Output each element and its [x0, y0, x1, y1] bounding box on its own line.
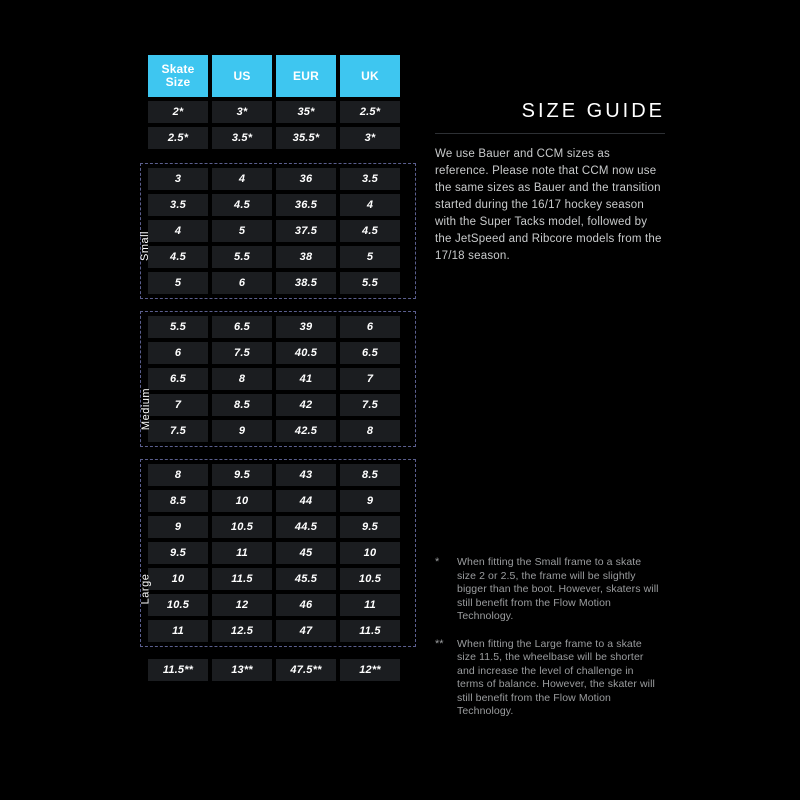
cell-skate-size: 3: [148, 168, 208, 190]
cell-us: 4.5: [212, 194, 272, 216]
table-row: [148, 168, 412, 190]
cell-eur: 42: [276, 394, 336, 416]
table-row: [148, 220, 412, 242]
size-table: [148, 55, 412, 685]
table-row: [148, 272, 412, 294]
cell-skate-size: 9.5: [148, 542, 208, 564]
cell-eur: 46: [276, 594, 336, 616]
cell-uk: 4: [340, 194, 400, 216]
footnote-text: When fitting the Small frame to a skate size 2 or 2.5, the frame will be slightly bigger than the boot. However, skaters will still benefit from the Flow Motion Technology.: [457, 556, 659, 622]
cell-skate-size: 5: [148, 272, 208, 294]
cell-eur: 47: [276, 620, 336, 642]
footnote-double-star: [435, 638, 660, 719]
group-label-small: Small: [139, 230, 152, 262]
table-row: [148, 368, 412, 390]
guide-body-text: We use Bauer and CCM sizes as reference. Please note that CCM now use the same sizes as Bauer and the transition started during the 16/17 hockey season with the Super Tacks model, followed by the JetSpeed and Ribcore models from the 17/18 season.: [435, 148, 662, 262]
cell-uk: 11: [340, 594, 400, 616]
footnote-single-star: [435, 556, 660, 624]
cell-us: 9.5: [212, 464, 272, 486]
cell-us: 4: [212, 168, 272, 190]
cell-uk: 3*: [340, 127, 400, 149]
cell-skate-size: 5.5: [148, 316, 208, 338]
cell-us: 5.5: [212, 246, 272, 268]
cell-us: 3.5*: [212, 127, 272, 149]
cell-uk: 8: [340, 420, 400, 442]
group-small: [148, 163, 412, 299]
table-row: [148, 246, 412, 268]
header-line-1: EUR: [293, 68, 319, 83]
cell-uk: 7.5: [340, 394, 400, 416]
table-row: [148, 420, 412, 442]
cell-us: 7.5: [212, 342, 272, 364]
cell-eur: 42.5: [276, 420, 336, 442]
cell-eur: 36: [276, 168, 336, 190]
cell-skate-size: 4.5: [148, 246, 208, 268]
cell-us: 11.5: [212, 568, 272, 590]
table-row: [148, 394, 412, 416]
group-medium: [148, 311, 412, 447]
table-row: [148, 490, 412, 512]
cell-uk: 6: [340, 316, 400, 338]
header-line-1: UK: [361, 68, 379, 83]
cell-eur: 37.5: [276, 220, 336, 242]
table-header-cell-eur: [276, 55, 336, 97]
cell-eur: 45: [276, 542, 336, 564]
cell-us: 10.5: [212, 516, 272, 538]
table-row: [148, 542, 412, 564]
cell-uk: 5: [340, 246, 400, 268]
cell-us: 11: [212, 542, 272, 564]
table-row: [148, 568, 412, 590]
cell-skate-size: 2*: [148, 101, 208, 123]
cell-us: 8.5: [212, 394, 272, 416]
cell-uk: 9: [340, 490, 400, 512]
cell-eur: 47.5**: [276, 659, 336, 681]
cell-skate-size: 7: [148, 394, 208, 416]
cell-eur: 45.5: [276, 568, 336, 590]
cell-uk: 5.5: [340, 272, 400, 294]
cell-eur: 35*: [276, 101, 336, 123]
cell-eur: 35.5*: [276, 127, 336, 149]
cell-eur: 38.5: [276, 272, 336, 294]
cell-skate-size: 6.5: [148, 368, 208, 390]
table-row: [148, 464, 412, 486]
cell-eur: 43: [276, 464, 336, 486]
header-line-1: US: [233, 68, 251, 83]
cell-skate-size: 2.5*: [148, 127, 208, 149]
cell-skate-size: 11.5**: [148, 659, 208, 681]
cell-us: 8: [212, 368, 272, 390]
footnote-text: When fitting the Large frame to a skate size 11.5, the wheelbase will be shorter and increase the level of challenge in terms of balance. However, the skater will still benefit from the Flow Motion Technology.: [457, 637, 655, 717]
group-label-large: Large: [139, 573, 152, 605]
cell-us: 12: [212, 594, 272, 616]
cell-uk: 2.5*: [340, 101, 400, 123]
cell-skate-size: 4: [148, 220, 208, 242]
footnotes: [435, 556, 660, 733]
table-row: [148, 659, 412, 681]
group-large: [148, 459, 412, 647]
cell-skate-size: 8: [148, 464, 208, 486]
cell-eur: 40.5: [276, 342, 336, 364]
table-header-cell-skate-size: [148, 55, 208, 97]
cell-us: 6: [212, 272, 272, 294]
cell-skate-size: 9: [148, 516, 208, 538]
table-row: [148, 620, 412, 642]
cell-uk: 9.5: [340, 516, 400, 538]
cell-skate-size: 10.5: [148, 594, 208, 616]
cell-us: 5: [212, 220, 272, 242]
cell-eur: 41: [276, 368, 336, 390]
cell-us: 9: [212, 420, 272, 442]
table-row: [148, 101, 412, 123]
page-title: SIZE GUIDE: [521, 100, 665, 122]
cell-us: 13**: [212, 659, 272, 681]
cell-uk: 8.5: [340, 464, 400, 486]
cell-eur: 39: [276, 316, 336, 338]
footnote-marker: **: [435, 637, 444, 650]
table-row: [148, 316, 412, 338]
table-row: [148, 594, 412, 616]
cell-uk: 4.5: [340, 220, 400, 242]
table-row: [148, 127, 412, 149]
header-line-2: Size: [165, 75, 191, 89]
cell-eur: 36.5: [276, 194, 336, 216]
cell-skate-size: 7.5: [148, 420, 208, 442]
cell-uk: 7: [340, 368, 400, 390]
footnote-marker: *: [435, 556, 440, 568]
cell-skate-size: 11: [148, 620, 208, 642]
group-label-medium: Medium: [140, 387, 153, 431]
table-header-cell-uk: [340, 55, 400, 97]
cell-skate-size: 8.5: [148, 490, 208, 512]
table-row: [148, 516, 412, 538]
table-row: [148, 194, 412, 216]
table-header-cell-us: [212, 55, 272, 97]
cell-skate-size: 10: [148, 568, 208, 590]
cell-skate-size: 6: [148, 342, 208, 364]
table-row: [148, 342, 412, 364]
cell-eur: 44.5: [276, 516, 336, 538]
cell-uk: 10: [340, 542, 400, 564]
cell-us: 6.5: [212, 316, 272, 338]
table-header-row: [148, 55, 412, 97]
cell-uk: 10.5: [340, 568, 400, 590]
divider: [435, 133, 665, 134]
cell-eur: 38: [276, 246, 336, 268]
cell-us: 3*: [212, 101, 272, 123]
cell-us: 12.5: [212, 620, 272, 642]
header-line-1: Skate: [161, 62, 195, 76]
cell-uk: 6.5: [340, 342, 400, 364]
cell-skate-size: 3.5: [148, 194, 208, 216]
cell-uk: 3.5: [340, 168, 400, 190]
cell-uk: 12**: [340, 659, 400, 681]
size-guide-panel: [435, 100, 665, 277]
cell-us: 10: [212, 490, 272, 512]
cell-eur: 44: [276, 490, 336, 512]
cell-uk: 11.5: [340, 620, 400, 642]
